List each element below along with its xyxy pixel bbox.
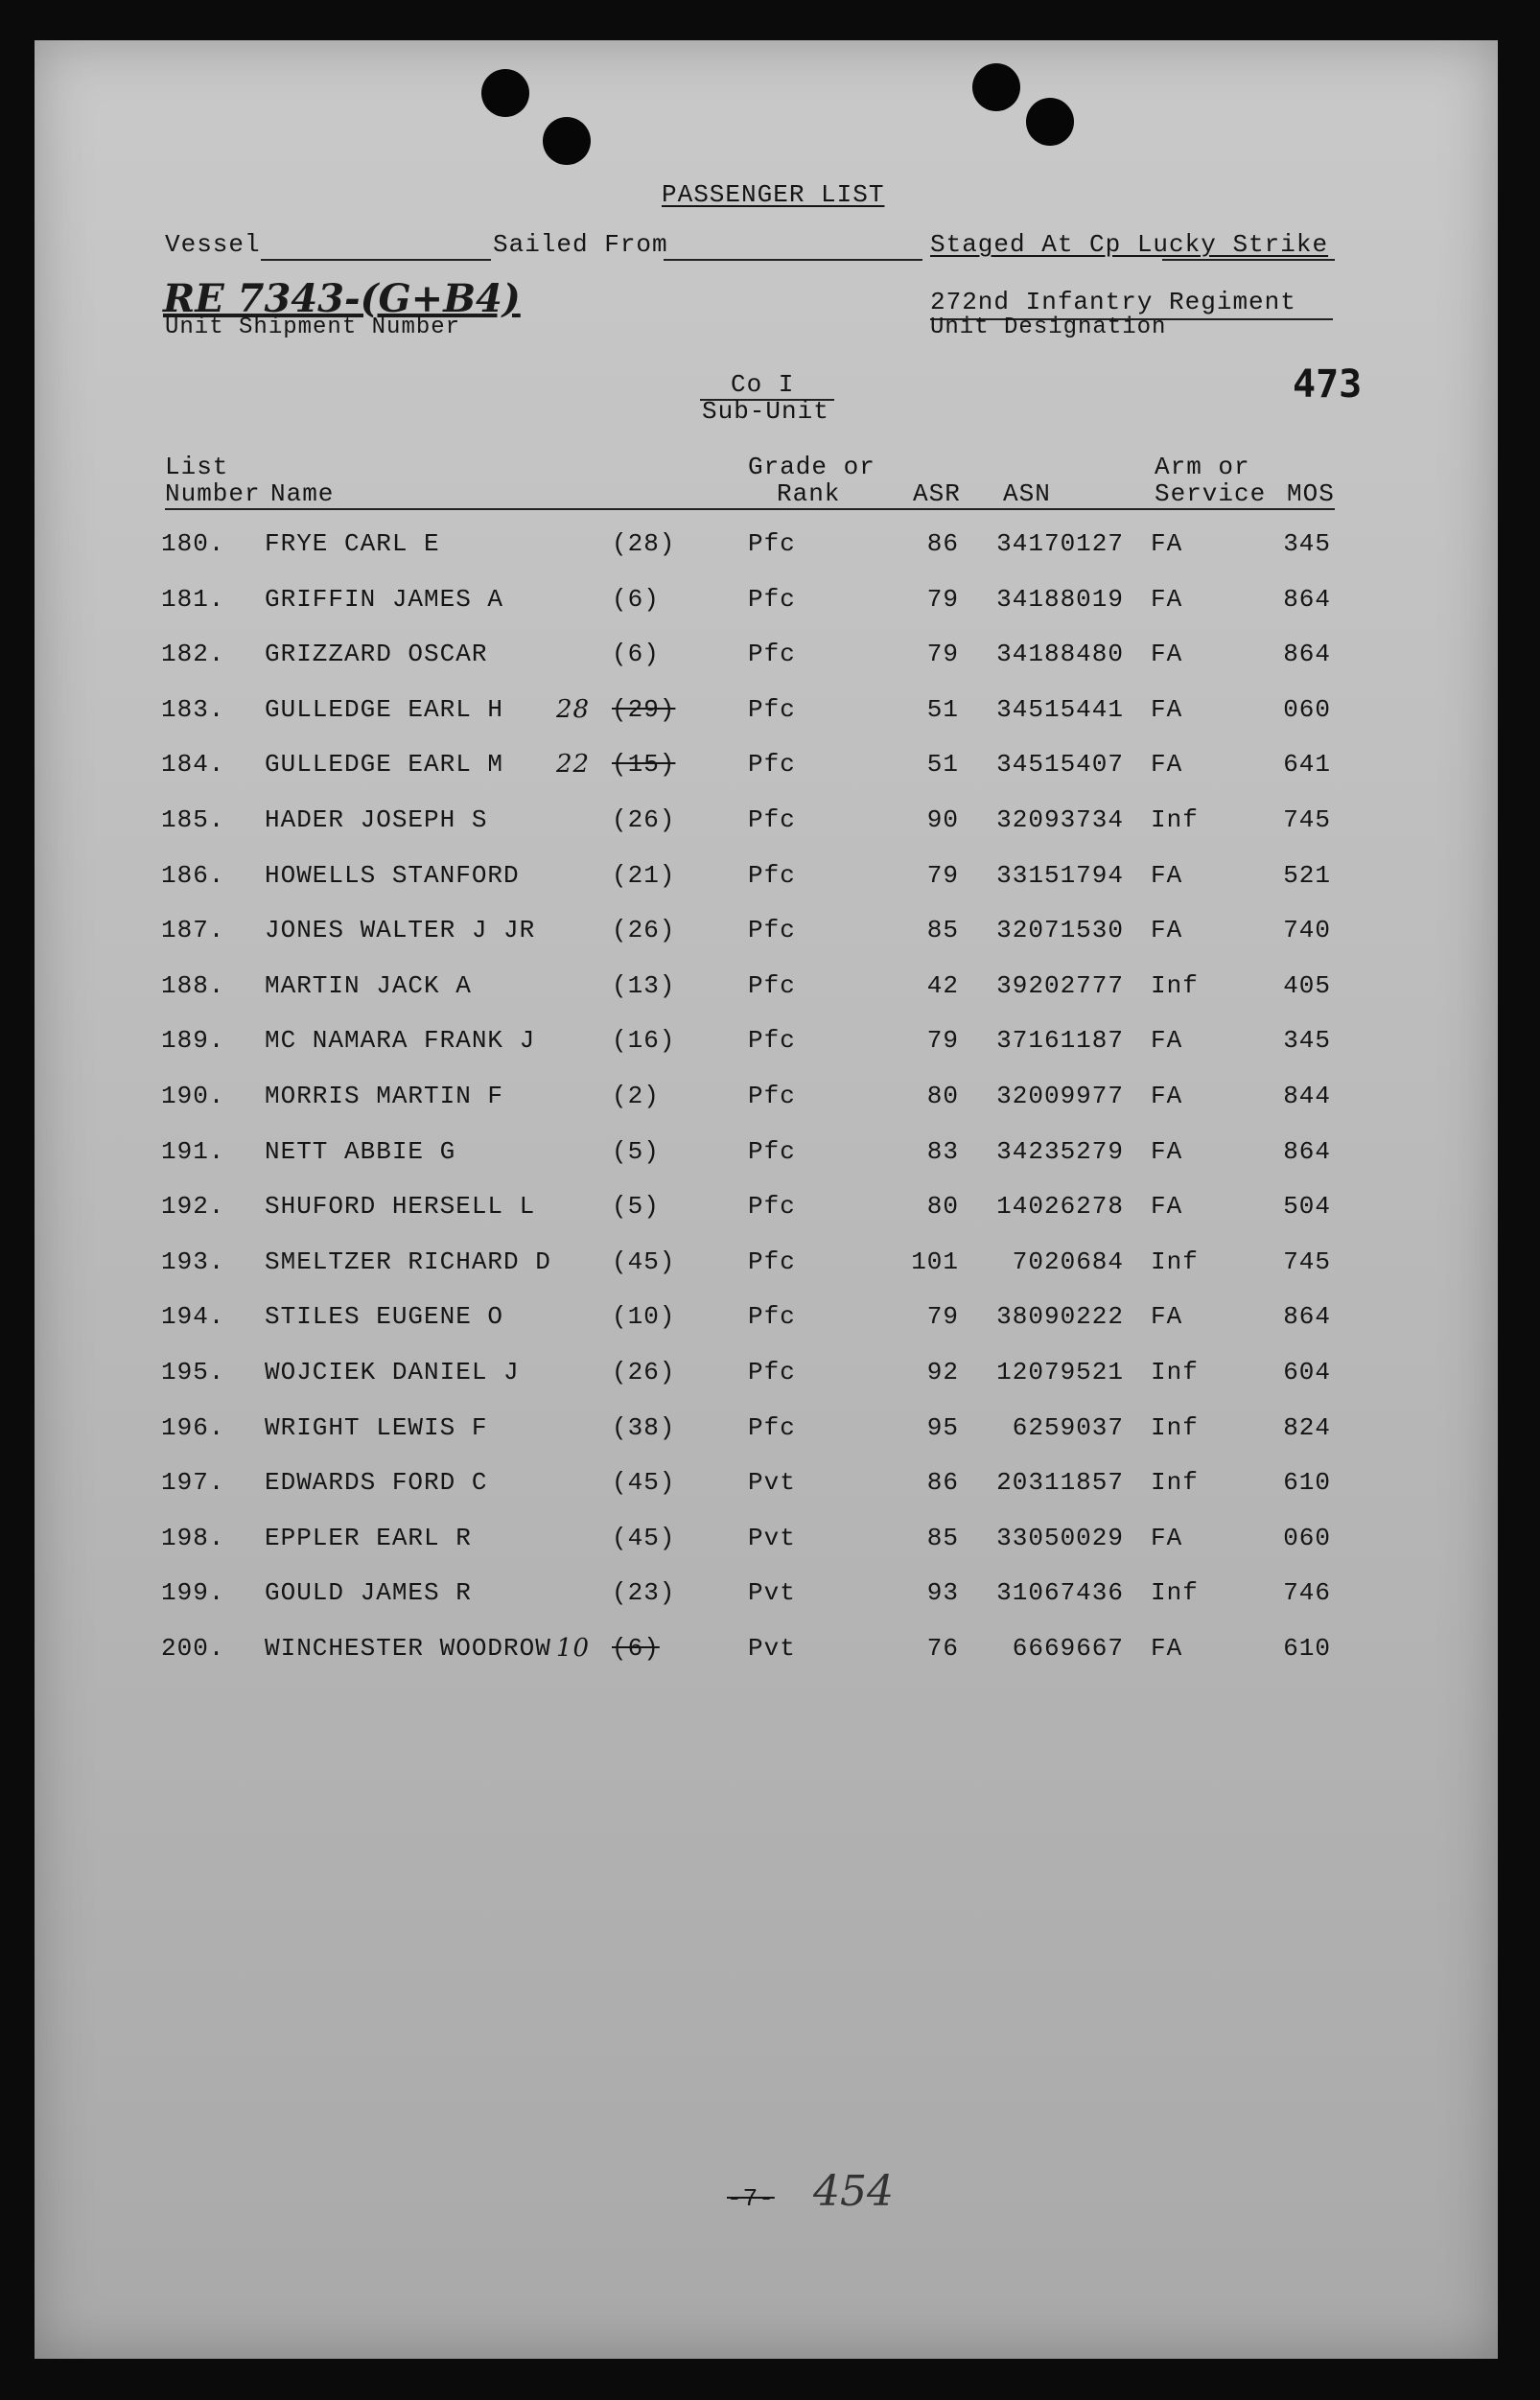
asr: 83 bbox=[926, 1137, 959, 1166]
arm-or-service: FA bbox=[1151, 861, 1183, 890]
asr: 79 bbox=[926, 1026, 959, 1055]
asr: 93 bbox=[926, 1578, 959, 1607]
asr: 42 bbox=[926, 971, 959, 1000]
table-row bbox=[35, 1358, 1498, 1396]
list-number: 190. bbox=[161, 1082, 225, 1110]
passenger-name: GRIFFIN JAMES A bbox=[265, 585, 504, 614]
passenger-name: GULLEDGE EARL H bbox=[265, 695, 504, 724]
vessel-label: Vessel bbox=[165, 230, 261, 259]
passenger-name: MC NAMARA FRANK J bbox=[265, 1026, 536, 1055]
table-row bbox=[35, 1026, 1498, 1064]
passenger-name: NETT ABBIE G bbox=[265, 1137, 456, 1166]
asr: 80 bbox=[926, 1082, 959, 1110]
asr: 90 bbox=[926, 805, 959, 834]
arm-or-service: FA bbox=[1151, 1302, 1183, 1331]
header-rule bbox=[165, 508, 1335, 510]
table-row bbox=[35, 1524, 1498, 1562]
asn: 7020684 bbox=[1012, 1247, 1124, 1276]
grade: Pfc bbox=[748, 1358, 796, 1386]
paren-value: (29) bbox=[612, 695, 676, 724]
paren-value: (26) bbox=[612, 1358, 676, 1386]
grade: Pfc bbox=[748, 805, 796, 834]
arm-or-service: FA bbox=[1151, 695, 1183, 724]
passenger-name: GULLEDGE EARL M bbox=[265, 750, 504, 779]
grade: Pfc bbox=[748, 916, 796, 944]
passenger-name: STILES EUGENE O bbox=[265, 1302, 504, 1331]
arm-or-service: FA bbox=[1151, 640, 1183, 668]
passenger-name: SHUFORD HERSELL L bbox=[265, 1192, 536, 1221]
mos: 864 bbox=[1283, 1137, 1331, 1166]
passenger-name: HADER JOSEPH S bbox=[265, 805, 488, 834]
staged-at-line bbox=[1162, 259, 1335, 261]
mos: 864 bbox=[1283, 1302, 1331, 1331]
asn: 39202777 bbox=[996, 971, 1124, 1000]
arm-or-service: FA bbox=[1151, 1026, 1183, 1055]
grade: Pfc bbox=[748, 529, 796, 558]
mos: 060 bbox=[1283, 1524, 1331, 1552]
asn: 34170127 bbox=[996, 529, 1124, 558]
paren-value: (16) bbox=[612, 1026, 676, 1055]
mos: 345 bbox=[1283, 1026, 1331, 1055]
punch-hole bbox=[543, 117, 591, 165]
arm-or-service: Inf bbox=[1151, 1247, 1199, 1276]
unit-designation-value: 272nd Infantry Regiment bbox=[930, 288, 1296, 316]
mos: 345 bbox=[1283, 529, 1331, 558]
asr: 51 bbox=[926, 750, 959, 779]
asn: 34515407 bbox=[996, 750, 1124, 779]
passenger-name: EDWARDS FORD C bbox=[265, 1468, 488, 1497]
table-row bbox=[35, 1082, 1498, 1120]
table-row bbox=[35, 971, 1498, 1010]
mos: 746 bbox=[1283, 1578, 1331, 1607]
mos: 864 bbox=[1283, 640, 1331, 668]
paren-value: (6) bbox=[612, 1634, 660, 1663]
grade: Pfc bbox=[748, 971, 796, 1000]
passenger-name: FRYE CARL E bbox=[265, 529, 440, 558]
paren-value: (10) bbox=[612, 1302, 676, 1331]
arm-or-service: FA bbox=[1151, 529, 1183, 558]
grade: Pfc bbox=[748, 1192, 796, 1221]
corrected-value: 28 bbox=[556, 695, 591, 724]
col-list-number-line1: List bbox=[165, 453, 229, 481]
mos: 504 bbox=[1283, 1192, 1331, 1221]
asr: 79 bbox=[926, 640, 959, 668]
asn: 34188480 bbox=[996, 640, 1124, 668]
arm-or-service: FA bbox=[1151, 1524, 1183, 1552]
punch-hole bbox=[481, 69, 529, 117]
arm-or-service: FA bbox=[1151, 1192, 1183, 1221]
grade: Pfc bbox=[748, 1026, 796, 1055]
paren-value: (6) bbox=[612, 640, 660, 668]
paren-value: (2) bbox=[612, 1082, 660, 1110]
asn: 32009977 bbox=[996, 1082, 1124, 1110]
asr: 79 bbox=[926, 861, 959, 890]
col-asr: ASR bbox=[913, 479, 961, 508]
col-arm-line2: Service bbox=[1155, 479, 1267, 508]
passenger-name: MORRIS MARTIN F bbox=[265, 1082, 504, 1110]
asn: 34188019 bbox=[996, 585, 1124, 614]
arm-or-service: FA bbox=[1151, 916, 1183, 944]
col-mos: MOS bbox=[1287, 479, 1335, 508]
asr: 80 bbox=[926, 1192, 959, 1221]
passenger-name: WINCHESTER WOODROW bbox=[265, 1634, 551, 1663]
grade: Pfc bbox=[748, 861, 796, 890]
paren-value: (45) bbox=[612, 1247, 676, 1276]
passenger-name: WRIGHT LEWIS F bbox=[265, 1413, 488, 1442]
paren-value: (5) bbox=[612, 1137, 660, 1166]
mos: 610 bbox=[1283, 1634, 1331, 1663]
grade: Pvt bbox=[748, 1524, 796, 1552]
arm-or-service: FA bbox=[1151, 585, 1183, 614]
asr: 76 bbox=[926, 1634, 959, 1663]
asr: 51 bbox=[926, 695, 959, 724]
col-grade-line1: Grade or bbox=[748, 453, 875, 481]
sub-unit-value: Co I bbox=[731, 370, 795, 399]
passenger-name: HOWELLS STANFORD bbox=[265, 861, 520, 890]
grade: Pvt bbox=[748, 1468, 796, 1497]
footer-struck-number: -7- bbox=[727, 2184, 775, 2213]
mos: 745 bbox=[1283, 805, 1331, 834]
asr: 86 bbox=[926, 529, 959, 558]
mos: 610 bbox=[1283, 1468, 1331, 1497]
mos: 740 bbox=[1283, 916, 1331, 944]
unit-shipment-number-label: Unit Shipment Number bbox=[165, 315, 461, 340]
col-asn: ASN bbox=[1003, 479, 1051, 508]
col-list-number-line2: Number bbox=[165, 479, 261, 508]
paren-value: (5) bbox=[612, 1192, 660, 1221]
document-title: PASSENGER LIST bbox=[662, 180, 885, 209]
grade: Pfc bbox=[748, 1082, 796, 1110]
asn: 37161187 bbox=[996, 1026, 1124, 1055]
paren-value: (26) bbox=[612, 805, 676, 834]
unit-designation-label: Unit Designation bbox=[930, 315, 1167, 340]
arm-or-service: Inf bbox=[1151, 1358, 1199, 1386]
list-number: 186. bbox=[161, 861, 225, 890]
passenger-name: JONES WALTER J JR bbox=[265, 916, 536, 944]
asr: 85 bbox=[926, 1524, 959, 1552]
grade: Pfc bbox=[748, 640, 796, 668]
vessel-field-line bbox=[261, 259, 491, 261]
punch-hole bbox=[972, 63, 1020, 111]
table-row bbox=[35, 1302, 1498, 1340]
grade: Pfc bbox=[748, 585, 796, 614]
asn: 20311857 bbox=[996, 1468, 1124, 1497]
passenger-name: GRIZZARD OSCAR bbox=[265, 640, 488, 668]
paren-value: (28) bbox=[612, 529, 676, 558]
table-row bbox=[35, 585, 1498, 623]
paren-value: (23) bbox=[612, 1578, 676, 1607]
arm-or-service: FA bbox=[1151, 1137, 1183, 1166]
list-number: 195. bbox=[161, 1358, 225, 1386]
asn: 33151794 bbox=[996, 861, 1124, 890]
list-number: 199. bbox=[161, 1578, 225, 1607]
asn: 6669667 bbox=[1012, 1634, 1124, 1663]
paren-value: (26) bbox=[612, 916, 676, 944]
sailed-from-label: Sailed From bbox=[493, 230, 668, 259]
asr: 101 bbox=[911, 1247, 959, 1276]
list-number: 196. bbox=[161, 1413, 225, 1442]
corrected-value: 10 bbox=[556, 1634, 591, 1663]
paren-value: (6) bbox=[612, 585, 660, 614]
table-row bbox=[35, 1578, 1498, 1617]
grade: Pfc bbox=[748, 1137, 796, 1166]
unit-shipment-number-value: RE 7343-(G+B4) bbox=[163, 276, 521, 321]
page-number: 473 bbox=[1293, 362, 1363, 407]
asn: 32071530 bbox=[996, 916, 1124, 944]
arm-or-service: Inf bbox=[1151, 1578, 1199, 1607]
list-number: 182. bbox=[161, 640, 225, 668]
list-number: 187. bbox=[161, 916, 225, 944]
passenger-name: SMELTZER RICHARD D bbox=[265, 1247, 551, 1276]
list-number: 193. bbox=[161, 1247, 225, 1276]
grade: Pvt bbox=[748, 1634, 796, 1663]
table-row bbox=[35, 695, 1498, 734]
list-number: 197. bbox=[161, 1468, 225, 1497]
passenger-name: GOULD JAMES R bbox=[265, 1578, 472, 1607]
list-number: 200. bbox=[161, 1634, 225, 1663]
table-row bbox=[35, 1247, 1498, 1286]
arm-or-service: Inf bbox=[1151, 805, 1199, 834]
asn: 12079521 bbox=[996, 1358, 1124, 1386]
list-number: 180. bbox=[161, 529, 225, 558]
arm-or-service: FA bbox=[1151, 750, 1183, 779]
passenger-name: MARTIN JACK A bbox=[265, 971, 472, 1000]
asn: 33050029 bbox=[996, 1524, 1124, 1552]
list-number: 185. bbox=[161, 805, 225, 834]
footer-handwritten-number: 454 bbox=[813, 2167, 894, 2216]
asn: 38090222 bbox=[996, 1302, 1124, 1331]
col-grade-line2: Rank bbox=[777, 479, 841, 508]
list-number: 189. bbox=[161, 1026, 225, 1055]
paren-value: (13) bbox=[612, 971, 676, 1000]
asn: 34235279 bbox=[996, 1137, 1124, 1166]
list-number: 198. bbox=[161, 1524, 225, 1552]
col-arm-line1: Arm or bbox=[1155, 453, 1250, 481]
list-number: 183. bbox=[161, 695, 225, 724]
mos: 405 bbox=[1283, 971, 1331, 1000]
table-row bbox=[35, 1468, 1498, 1506]
paren-value: (45) bbox=[612, 1524, 676, 1552]
list-number: 192. bbox=[161, 1192, 225, 1221]
mos: 521 bbox=[1283, 861, 1331, 890]
arm-or-service: FA bbox=[1151, 1082, 1183, 1110]
grade: Pfc bbox=[748, 695, 796, 724]
asr: 92 bbox=[926, 1358, 959, 1386]
arm-or-service: Inf bbox=[1151, 1413, 1199, 1442]
passenger-name: EPPLER EARL R bbox=[265, 1524, 472, 1552]
punch-hole bbox=[1026, 98, 1074, 146]
asr: 79 bbox=[926, 585, 959, 614]
mos: 060 bbox=[1283, 695, 1331, 724]
table-row bbox=[35, 916, 1498, 954]
list-number: 181. bbox=[161, 585, 225, 614]
list-number: 191. bbox=[161, 1137, 225, 1166]
document-page bbox=[35, 40, 1498, 2359]
table-row bbox=[35, 1413, 1498, 1452]
paren-value: (15) bbox=[612, 750, 676, 779]
mos: 745 bbox=[1283, 1247, 1331, 1276]
table-row bbox=[35, 1192, 1498, 1230]
asn: 32093734 bbox=[996, 805, 1124, 834]
paren-value: (38) bbox=[612, 1413, 676, 1442]
asn: 14026278 bbox=[996, 1192, 1124, 1221]
staged-at: Staged At Cp Lucky Strike bbox=[930, 230, 1329, 259]
mos: 641 bbox=[1283, 750, 1331, 779]
grade: Pfc bbox=[748, 1247, 796, 1276]
arm-or-service: Inf bbox=[1151, 971, 1199, 1000]
asr: 85 bbox=[926, 916, 959, 944]
list-number: 184. bbox=[161, 750, 225, 779]
table-row bbox=[35, 640, 1498, 678]
grade: Pfc bbox=[748, 1413, 796, 1442]
mos: 604 bbox=[1283, 1358, 1331, 1386]
table-row bbox=[35, 805, 1498, 844]
mos: 844 bbox=[1283, 1082, 1331, 1110]
paren-value: (45) bbox=[612, 1468, 676, 1497]
asr: 95 bbox=[926, 1413, 959, 1442]
list-number: 194. bbox=[161, 1302, 225, 1331]
col-name: Name bbox=[270, 479, 335, 508]
asr: 86 bbox=[926, 1468, 959, 1497]
mos: 824 bbox=[1283, 1413, 1331, 1442]
grade: Pfc bbox=[748, 1302, 796, 1331]
sailed-from-field-line bbox=[664, 259, 922, 261]
asn: 31067436 bbox=[996, 1578, 1124, 1607]
table-row bbox=[35, 1137, 1498, 1176]
sub-unit-label: Sub-Unit bbox=[702, 397, 829, 426]
arm-or-service: FA bbox=[1151, 1634, 1183, 1663]
grade: Pfc bbox=[748, 750, 796, 779]
table-row bbox=[35, 861, 1498, 899]
list-number: 188. bbox=[161, 971, 225, 1000]
corrected-value: 22 bbox=[556, 750, 591, 779]
table-row bbox=[35, 1634, 1498, 1672]
asn: 34515441 bbox=[996, 695, 1124, 724]
grade: Pvt bbox=[748, 1578, 796, 1607]
table-row bbox=[35, 750, 1498, 788]
passenger-name: WOJCIEK DANIEL J bbox=[265, 1358, 520, 1386]
paren-value: (21) bbox=[612, 861, 676, 890]
mos: 864 bbox=[1283, 585, 1331, 614]
asn: 6259037 bbox=[1012, 1413, 1124, 1442]
table-row bbox=[35, 529, 1498, 568]
asr: 79 bbox=[926, 1302, 959, 1331]
arm-or-service: Inf bbox=[1151, 1468, 1199, 1497]
